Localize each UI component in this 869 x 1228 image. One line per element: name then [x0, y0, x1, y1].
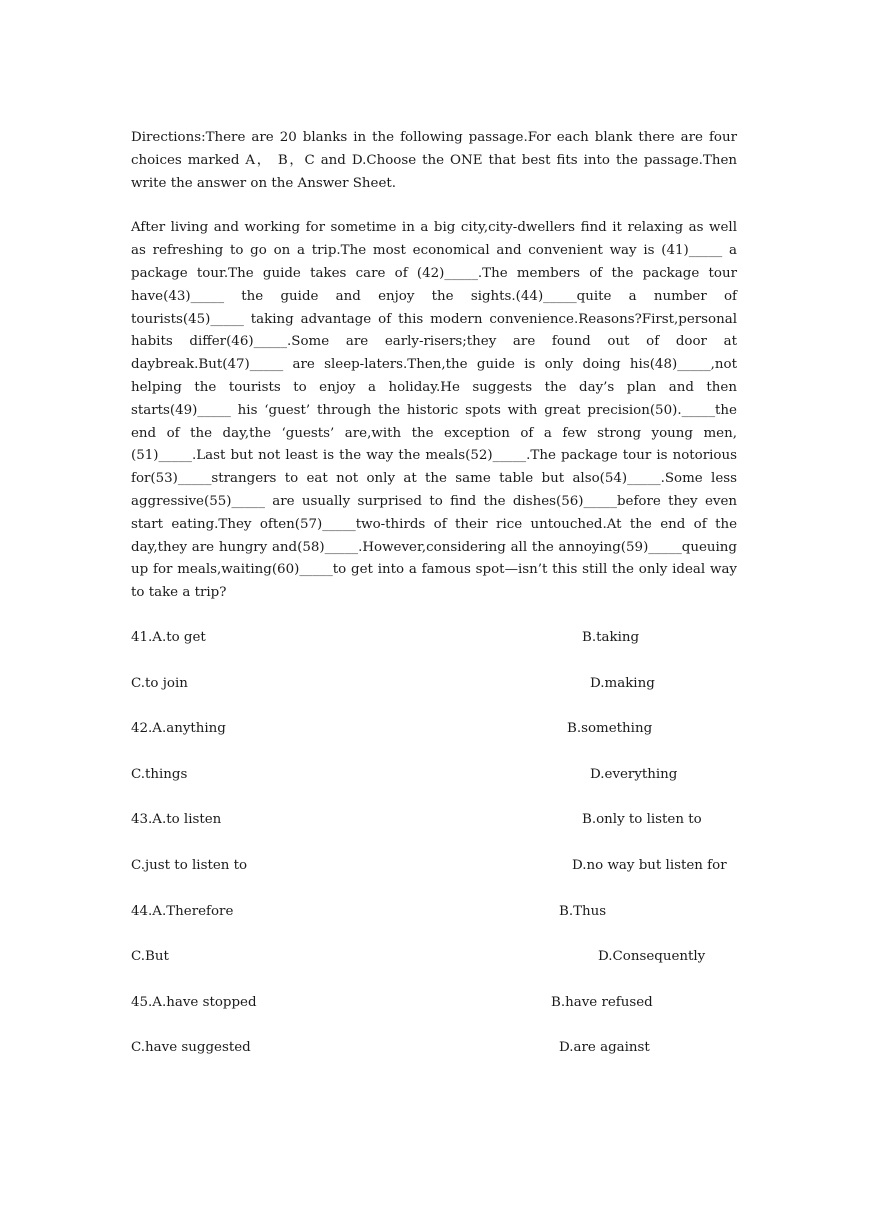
option-right: B.taking — [582, 629, 640, 645]
option-row — [131, 764, 737, 810]
option-left: C.have suggested — [131, 1040, 251, 1056]
options-list — [131, 627, 737, 1083]
option-left: C.things — [131, 766, 188, 782]
option-row — [131, 855, 737, 901]
directions-paragraph: Directions:There are 20 blanks in the following passage.For each blank there are four choices marked A， B，C and D.Choose the ONE that best fits into the passage.Then write the answer on the Answer Sheet. — [131, 130, 737, 191]
option-left: C.to join — [131, 675, 188, 691]
option-left: C.But — [131, 949, 169, 965]
option-left: 42.A.anything — [131, 721, 226, 737]
option-right: B.Thus — [559, 903, 607, 919]
passage-paragraph: After living and working for sometime in a big city,city-dwellers find it relaxing as well as refreshing to go on a trip.The most economical and convenient way is (41)_____ a package tour.The guide takes care of (42)_____.The members of the package tour have(43)_____ the guide and enjoy the sights.(44)_____quite a number of tourists(45)_____ taking advantage of this modern convenience.Reasons?First,personal habits differ(46)_____.Some are early-risers;they are found out of door at daybreak.But(47)_____ are sleep-laters.Then,the guide is only doing his(48)_____,not helping the tourists to enjoy a holiday.He suggests the day’s plan and then starts(49)_____ his ‘guest’ through the historic spots with great precision(50)._____the end of the day,the ‘guests’ are,with the exception of a few strong young men,(51)_____.Last but not least is the way the meals(52)_____.The package tour is notorious for(53)_____strangers to eat not only at the same table but also(54)_____.Some less aggressive(55)_____ are usually surprised to find the dishes(56)_____before they even start eating.They often(57)_____two-thirds of their rice untouched.At the end of the day,they are hungry and(58)_____.However,considering all the annoying(59)_____queuing up for meals,waiting(60)_____to get into a famous spot—isn’t this still the only ideal way to take a trip? — [131, 220, 737, 601]
option-row — [131, 673, 737, 719]
option-right: B.only to listen to — [582, 812, 702, 828]
option-right: D.everything — [590, 766, 678, 782]
option-right: D.making — [590, 675, 655, 691]
option-left: 41.A.to get — [131, 629, 206, 645]
option-row — [131, 809, 737, 855]
option-row — [131, 901, 737, 947]
option-row — [131, 627, 737, 673]
document-page — [131, 127, 737, 1083]
option-row — [131, 1037, 737, 1083]
option-left: 44.A.Therefore — [131, 903, 234, 919]
option-right: D.no way but listen for — [572, 857, 727, 873]
option-right: B.have refused — [551, 994, 653, 1010]
option-left: 43.A.to listen — [131, 812, 222, 828]
option-right: D.Consequently — [598, 949, 706, 965]
option-right: D.are against — [559, 1040, 650, 1056]
option-row — [131, 946, 737, 992]
option-row — [131, 992, 737, 1038]
option-left: C.just to listen to — [131, 857, 248, 873]
option-row — [131, 718, 737, 764]
option-left: 45.A.have stopped — [131, 994, 257, 1010]
option-right: B.something — [567, 721, 653, 737]
